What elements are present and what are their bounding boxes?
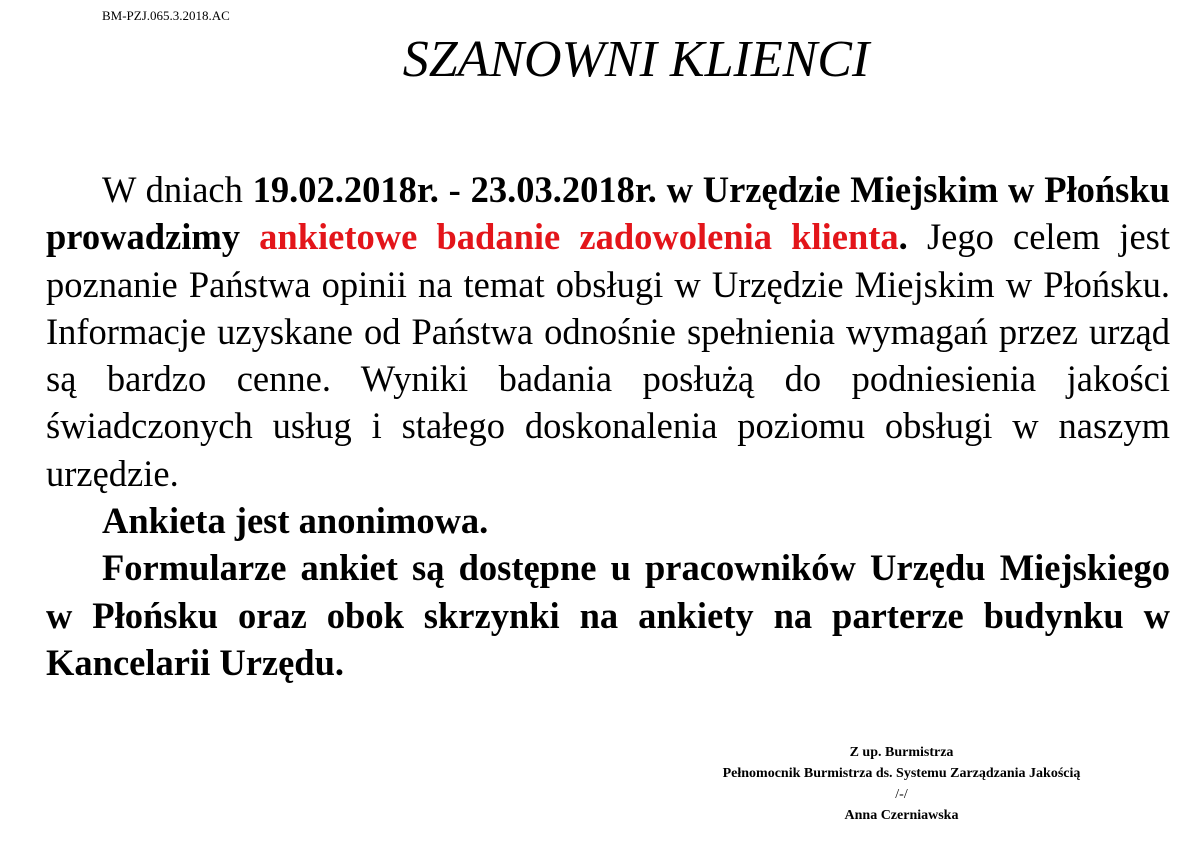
paragraph-forms-availability: Formularze ankiet są dostępne u pracowników Urzędu Miejskiego w Płońsku oraz obok skrzynki na ankiety na parterze budynku w Kancelarii Urzędu. (46, 547, 1170, 683)
signature-block (630, 742, 1173, 826)
announcement-body (46, 166, 1170, 686)
signature-position: Pełnomocnik Burmistrza ds. Systemu Zarządzania Jakością (722, 766, 1081, 781)
survey-dates-location: 19.02.2018r. - 23.03.2018r. w Urzędzie Miejskim w Płońsku prowadzimy (46, 169, 1170, 258)
paragraph-intro-text: W dniach (102, 169, 253, 210)
survey-purpose-text: Jego celem jest poznanie Państwa opinii na temat obsługi w Urzędzie Miejskim w Płońsku. Informacje uzyskane od Państwa odnośnie spełnienia wymagań przez urząd są bardzo cenne. Wyniki badania posłużą do podniesienia jakości świadczonych usług i stałego doskonalenia poziomu obsługi w naszym urzędzie. (46, 216, 1170, 494)
signature-on-behalf: Z up. Burmistrza (849, 745, 954, 760)
document-reference-number: BM-PZJ.065.3.2018.AC (102, 8, 230, 23)
paragraph-anonymous: Ankieta jest anonimowa. (102, 500, 489, 542)
page-title: SZANOWNI KLIENCI (402, 31, 870, 88)
survey-name-highlight: ankietowe badanie zadowolenia klienta (259, 216, 899, 258)
signature-name: Anna Czerniawska (844, 808, 959, 823)
signature-mark: /-/ (895, 787, 908, 802)
paragraph-survey-info (46, 166, 1170, 497)
survey-name-period: . (898, 216, 908, 258)
